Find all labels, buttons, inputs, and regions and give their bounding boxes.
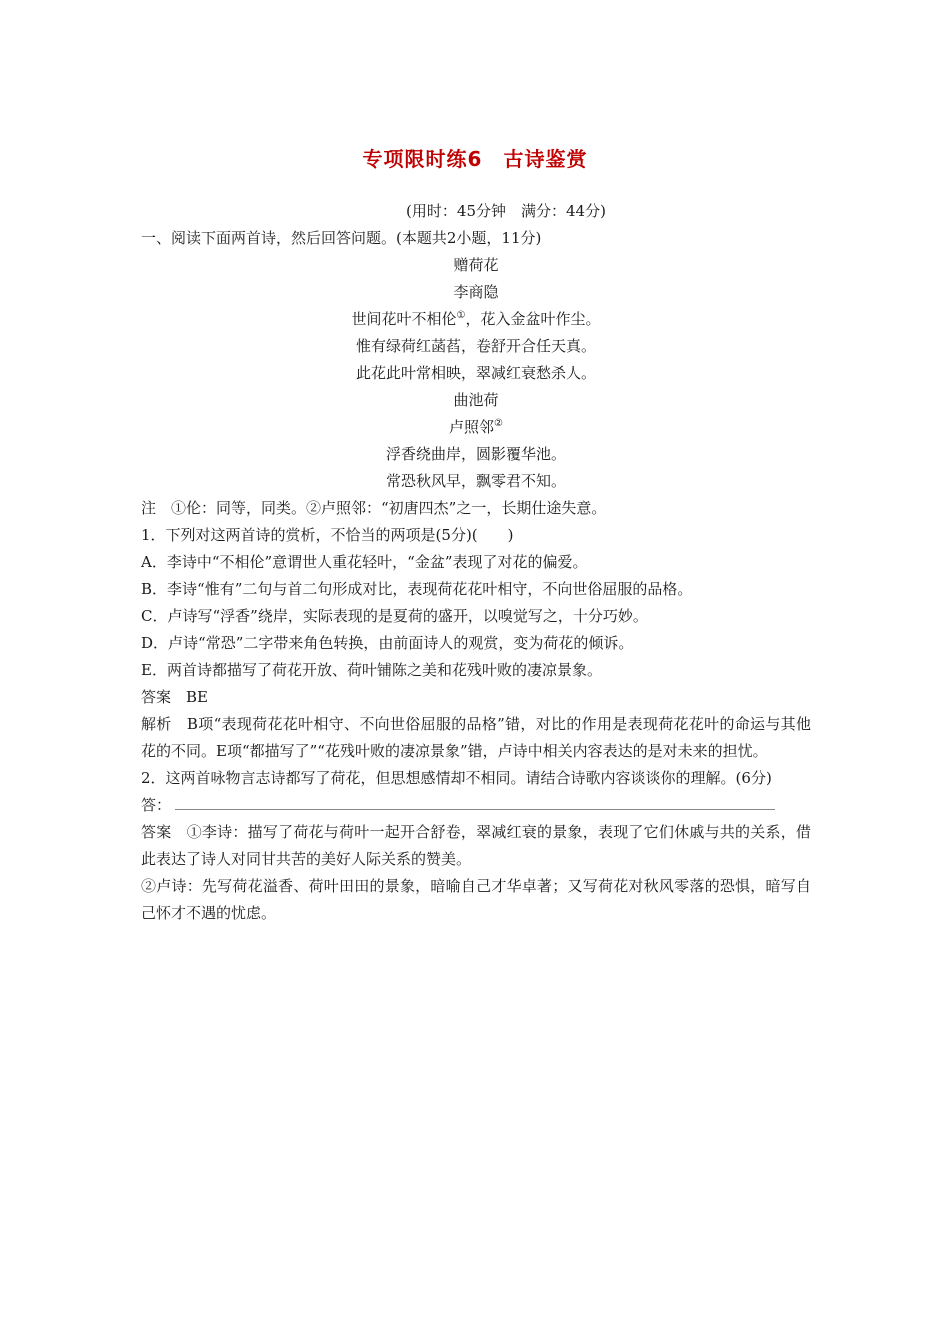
option-c: C．卢诗写“浮香”绕岸，实际表现的是夏荷的盛开，以嗅觉写之，十分巧妙。 <box>141 607 648 625</box>
footnote-marker: ① <box>456 310 466 321</box>
section-heading: 一、阅读下面两首诗，然后回答问题。(本题共2小题，11分) <box>141 229 542 247</box>
poem1-title: 赠荷花 <box>453 256 499 274</box>
option-e: E．两首诗都描写了荷花开放、荷叶铺陈之美和花残叶败的凄凉景象。 <box>141 661 602 679</box>
option-a: A．李诗中“不相伦”意谓世人重花轻叶，“金盆”表现了对花的偏爱。 <box>141 553 588 571</box>
poem1-author: 李商隐 <box>453 283 499 301</box>
question1-analysis: 解析 B项“表现荷花花叶相守、不向世俗屈服的品格”错，对比的作用是表现荷花花叶的命运与其他花的不同。E项“都描写了”“花残叶败的凄凉景象”错，卢诗中相关内容表达的是对未来的担忧。 <box>141 715 811 760</box>
exam-meta: (用时：45分钟 满分：44分) <box>406 202 606 220</box>
poem1-line1-end: ，花入金盆叶作尘。 <box>465 310 601 328</box>
poem2-author-line <box>141 414 811 441</box>
question1-answer: 答案 BE <box>141 688 208 706</box>
page-title: 专项限时练6 古诗鉴赏 <box>362 147 588 171</box>
poem1-line2: 惟有绿荷红菡萏，卷舒开合任天真。 <box>355 337 596 355</box>
option-b: B．李诗“惟有”二句与首二句形成对比，表现荷花花叶相守，不向世俗屈服的品格。 <box>141 580 693 598</box>
annotation-note: 注 ①伦：同等，同类。②卢照邻：“初唐四杰”之一，长期仕途失意。 <box>141 499 607 517</box>
option-d: D．卢诗“常恐”二字带来角色转换，由前面诗人的观赏，变为荷花的倾诉。 <box>141 634 634 652</box>
answer-blank[interactable] <box>175 795 775 810</box>
question2-answer2: ②卢诗：先写荷花溢香、荷叶田田的景象，暗喻自己才华卓著；又写荷花对秋风零落的恐惧，暗写自己怀才不遇的忧虑。 <box>141 877 811 922</box>
poem2-author: 卢照邻 <box>449 418 495 436</box>
answer-label: 答： <box>141 796 172 814</box>
document-body <box>141 198 811 927</box>
poem1-line1-text: 世间花叶不相伦 <box>351 310 457 328</box>
question2-stem: 2．这两首咏物言志诗都写了荷花，但思想感情却不相同。请结合诗歌内容谈谈你的理解。(6分) <box>141 769 772 787</box>
poem2-title: 曲池荷 <box>453 391 499 409</box>
poem1-line1 <box>141 306 811 333</box>
question2-answer1: 答案 ①李诗：描写了荷花与荷叶一起开合舒卷，翠减红衰的景象，表现了它们休戚与共的关系，借此表达了诗人对同甘共苦的美好人际关系的赞美。 <box>141 823 811 868</box>
footnote-marker: ② <box>494 418 503 429</box>
poem1-line3: 此花此叶常相映，翠减红衰愁杀人。 <box>355 364 596 382</box>
poem2-line2: 常恐秋风早，飘零君不知。 <box>385 472 566 490</box>
poem2-line1: 浮香绕曲岸，圆影覆华池。 <box>385 445 566 463</box>
answer-blank-line <box>141 792 811 819</box>
question1-stem: 1．下列对这两首诗的赏析，不恰当的两项是(5分)( ) <box>141 526 514 544</box>
